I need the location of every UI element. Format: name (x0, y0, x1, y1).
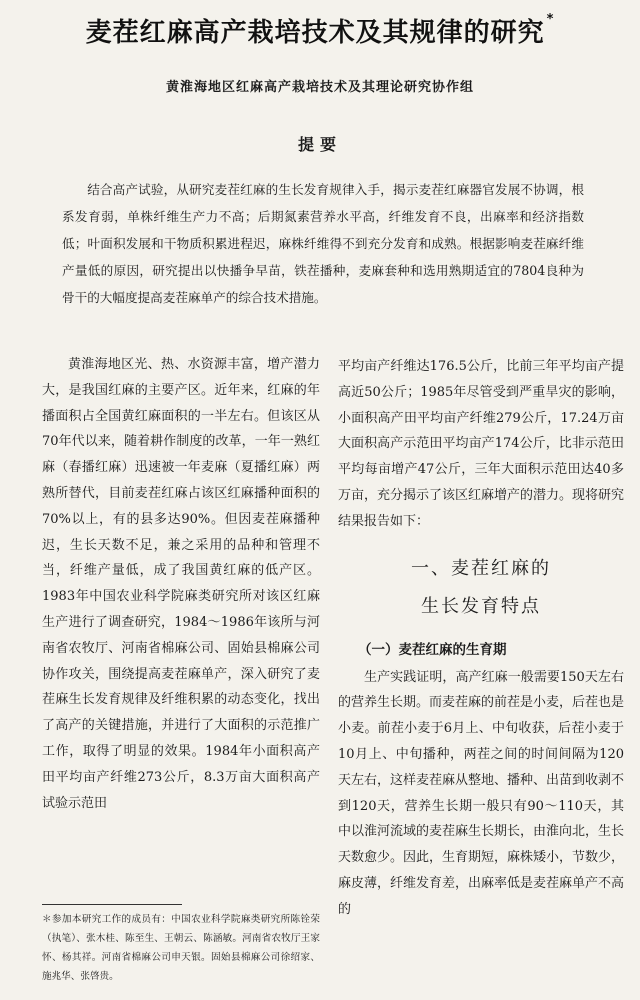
intro-paragraph: 黄淮海地区光、热、水资源丰富，增产潜力大，是我国红麻的主要产区。近年来，红麻的年播面积占全国黄红麻面积的一半左右。但该区从70年代以来，随着耕作制度的改革，一年一熟红麻（春播红麻）迅速被一年麦麻（夏播红麻）两熟所替代，目前麦茬红麻占该区红麻播种面积的70%以上，有的县多达90%。但因麦茬麻播种迟，生长天数不足，兼之采用的品种和管理不当，纤维产量低，成了我国黄红麻的低产区。1983年中国农业科学院麻类研究所对该区红麻生产进行了调查研究，1984～1986年该所与河南省农牧厅、河南省棉麻公司、固始县棉麻公司协作攻关，围绕提高麦茬麻单产，深入研究了麦茬麻生长发育规律及纤维积累的动态变化，找出了高产的关键措施，并进行了大面积的示范推广工作，取得了明显的效果。1984年小面积高产田平均亩产纤维273公斤，8.3万亩大面积高产试验示范田 (42, 357, 320, 811)
paper-title (0, 12, 640, 49)
authors-line: 黄淮海地区红麻高产栽培技术及其理论研究协作组 (165, 80, 474, 95)
abstract-text: 结合高产试验，从研究麦茬红麻的生长发育规律入手，揭示麦茬红麻器官发展不协调，根系发育弱，单株纤维生产力不高；后期氮素营养水平高，纤维发育不良，出麻率和经济指数低；叶面积发展和干物质积累进程迟，麻株纤维得不到充分发育和成熟。根据影响麦茬麻纤维产量低的原因，研究提出以快播争早苗，铁茬播种，麦麻套种和选用熟期适宜的7804良种为骨干的大幅度提高麦茬麻单产的综合技术措施。 (62, 182, 584, 305)
section-heading-line1: 一、麦茬红麻的 (411, 557, 551, 579)
subsection-paragraph: 生产实践证明，高产红麻一般需要150天左右的营养生长期。而麦茬麻的前茬是小麦，后茬也是小麦。前茬小麦于6月上、中旬收获，后茬小麦于10月上、中旬播种，两茬之间的时间间隔为120天左右，这样麦茬麻从整地、播种、出苗到收剥不到120天，营养生长期一般只有90～110天，其中以淮河流域的麦茬麻生长期长，由淮向北，生长天数愈少。因此，生育期短，麻株矮小，节数少，麻皮薄，纤维发育差，出麻率低是麦茬麻单产不高的 (338, 669, 625, 917)
footnote-rule (42, 904, 182, 905)
intro-continuation: 平均亩产纤维达176.5公斤，比前三年平均亩产提高近50公斤；1985年尽管受到严重旱灾的影响，小面积高产田平均亩产纤维279公斤，17.24万亩大面积高产示范田平均亩产174公斤，比非示范田平均每亩增产47公斤，三年大面积示范田达40多万亩，充分揭示了该区红麻增产的潜力。现将研究结果报告如下： (338, 359, 625, 529)
title-footnote-mark: * (546, 12, 555, 27)
left-column (42, 352, 320, 816)
footnote: ＊参加本研究工作的成员有：中国农业科学院麻类研究所陈铨荣（执笔）、张木桂、陈至生、王朝云、陈涵敏。河南省农牧厅王家怀、杨其祥。河南省棉麻公司申天银。固始县棉麻公司徐绍家、施兆华、张啓贵。 (42, 914, 320, 982)
section-heading-line2: 生长发育特点 (421, 595, 541, 617)
subsection-heading: （一）麦茬红麻的生育期 (358, 641, 507, 658)
abstract-heading: 提要 (297, 135, 342, 154)
right-column (338, 354, 624, 923)
title-text: 麦茬红麻高产栽培技术及其规律的研究 (85, 18, 545, 48)
